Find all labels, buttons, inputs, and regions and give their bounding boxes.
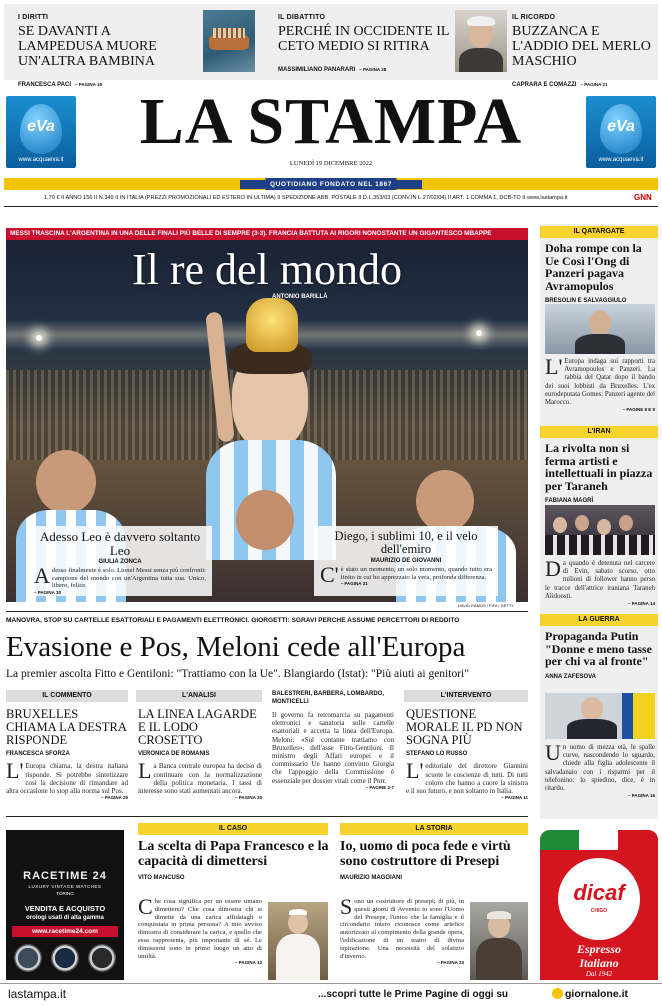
dicaf-since: Dal 1942	[585, 970, 613, 978]
teaser-headline: PERCHÉ IN OCCIDENTE IL CETO MEDIO SI RITIRA	[278, 24, 449, 54]
eva-url: www.acquaeva.it	[18, 157, 64, 163]
bottom-headline: La scelta di Papa Francesco e la capacità di dimettersi	[138, 839, 329, 869]
sidebar-body-1	[545, 354, 655, 413]
sidebar-author: BRESOLIN E SALVAGGIULO	[545, 298, 627, 305]
bottom-kicker-2: LA STORIA	[340, 823, 528, 835]
footer-left[interactable]: lastampa.it	[8, 987, 67, 1001]
column-body: Il governo fa retromarcia su pagamenti elettronici e sanatoria sulle cartelle esattoriali e accetta la linea dell'Europa. Meloni: «Sul contante trattiamo con Bruxelles», dell'asse Fitto-Gentiloni. Il ministro degli Affari europei e il commissario Ue hanno convinto Giorgia che l'appoggio della Commissione è essenziale per dossier vitali come il Pnrr.	[272, 711, 394, 785]
bottom-story-2[interactable]	[340, 840, 530, 881]
lead-left-body: Adesso finalmente è solo. Lionel Messi senza più confronti: campione del mondo con un'Argentina tutta sua. Unico, libero, felice.	[34, 563, 206, 590]
teaser-headline: SE DAVANTI A LAMPEDUSA MUORE UN'ALTRA BAMBINA	[18, 24, 157, 69]
lead-right-headline: Diego, i sublimi 10, e il velo dell'emiro	[334, 529, 478, 557]
sidebar-body-2	[545, 556, 655, 607]
column-author: BALESTRERI, BARBERA, LOMBARDO, MONTICELLI	[272, 691, 384, 705]
lead-left-headline: Adesso Leo è davvero soltanto Leo	[39, 529, 201, 558]
sidebar-body: L'Europa indaga sui rapporti tra Avramopoulos e Panzeri. La rabbia del Qatar dopo il bando dei suoi lobbisti da Bruxelles. L'ex eurodeputata Gomes: Panzeri agente del Marocco.	[545, 354, 655, 407]
column-2[interactable]	[138, 708, 262, 800]
eva-ad-left[interactable]	[6, 96, 76, 168]
column-author: VERONICA DE ROMANIS	[138, 751, 210, 758]
teaser-author: MASSIMILIANO PANARARI	[278, 67, 356, 73]
pope-francis-photo	[268, 902, 328, 980]
bottom-author: VITO MANCUSO	[138, 875, 185, 882]
teaser-2[interactable]	[278, 14, 458, 76]
lead-left-box[interactable]	[28, 526, 212, 596]
teaser-3[interactable]	[512, 14, 657, 91]
watch-icon	[88, 944, 116, 972]
sidebar-page: – PAGINA 16	[627, 793, 655, 799]
eva-url: www.acquaeva.it	[598, 157, 644, 163]
lead-author: ANTONIO BARILLÀ	[272, 294, 328, 300]
gnn-logo: GNN	[634, 193, 652, 202]
bottom-body-1	[138, 894, 262, 966]
bottom-author: MAURIZIO MAGGIANI	[340, 875, 402, 882]
column-page: – PAGINA 25	[234, 795, 262, 801]
sidebar-body: Da quando è detenuta nel carcere di Evin, sabato scorso, otto milioni di follower hanno perso le tracce dell'attrice iraniana Taraneh Alidoosti.	[545, 556, 655, 600]
dicaf-ad[interactable]	[540, 830, 658, 980]
bottom-kicker-1: IL CASO	[138, 823, 328, 835]
column-kicker-2: L'ANALISI	[136, 690, 262, 702]
teaser-page: – PAGINA 28	[359, 67, 387, 72]
column-4[interactable]	[406, 708, 528, 800]
second-kicker: MANOVRA, STOP SU CARTELLE ESATTORIALI E PAGAMENTI ELETTRONICI. GIORGETTI: SGRAVI PERCHÉ ASSUME PERCETTORI DI REDDITO	[6, 617, 460, 624]
column-body: La Banca centrale europea ha deciso di continuare con la normalizzazione della politica monetaria. I tassi di interesse sono stati aumentati ancora.	[138, 758, 262, 795]
teaser-headline: BUZZANCA E L'ADDIO DEL MERLO MASCHIO	[512, 24, 651, 69]
teaser-author: FRANCESCA PACI	[18, 82, 72, 88]
column-headline: QUESTIONE MORALE IL PD NON SOGNA PIÙ	[406, 707, 523, 748]
teaser-page: – PAGINA 21	[580, 82, 608, 87]
column-page: – PAGINA 11	[501, 795, 528, 801]
footer-right: ...scopri tutte le Prime Pagine di oggi su	[318, 989, 509, 1000]
column-body: L'editoriale del direttore Giannini scuote le coscienze di tutti. Di tutti coloro che hanno a cuore la sinistra e il suo futuro, e non soltanto in Italia.	[406, 758, 528, 795]
sidebar-author: FABIANA MAGRÌ	[545, 498, 594, 505]
racetime-ad[interactable]	[6, 830, 124, 980]
sidebar-kicker-2: L'IRAN	[540, 426, 658, 438]
lead-right-box[interactable]	[314, 526, 498, 596]
teaser-kicker: I DIRITTI	[18, 14, 49, 21]
sidebar-headline: Doha rompe con la Ue Così l'Ong di Panzeri pagava Avramopulos	[545, 241, 642, 293]
racetime-logo: RACETIME 24	[23, 870, 107, 882]
issue-date: LUNEDÌ 19 DICEMBRE 2022	[289, 160, 373, 167]
masthead-title[interactable]: LA STAMPA	[139, 85, 523, 158]
bottom-rule	[6, 816, 528, 817]
racetime-city: TORINO	[56, 891, 74, 896]
teaser-author: CAPRARA E COMAZZI	[512, 82, 577, 88]
column-page: – PAGINA 25	[100, 795, 128, 801]
bottom-story-1[interactable]	[138, 840, 333, 881]
eva-ad-right[interactable]	[586, 96, 656, 168]
racetime-line2: orologi usati di alta gamma	[26, 915, 104, 921]
bottom-body: Che cosa significa per un essere umano dimettersi? Che cosa dimostra chi si dimette da una carica affidatagli o conquistata in prima persona? A mio avviso dimostra di considerare la carica, e quello che essa rappresenta, più importante di sé. Le dimissioni sono in primo luogo un atto di umiltà.	[138, 894, 262, 960]
lead-headline[interactable]: Il re del mondo	[131, 245, 403, 294]
photo-credit: DAVID RAMOS / FIFA / GETTY	[458, 603, 514, 608]
lead-right-body: C'è stato un momento, un solo momento, quando tutto era finito in cui ho apprezzato la vera, profonda differenza.	[320, 562, 492, 588]
column-author: FRANCESCA SFORZA	[6, 751, 70, 758]
maggiani-photo	[470, 902, 528, 980]
avramopoulos-photo	[545, 304, 655, 354]
protest-photo	[545, 505, 655, 555]
sidebar-author: ANNA ZAFESOVA	[545, 673, 596, 680]
sidebar-story-3[interactable]	[545, 630, 655, 680]
watch-icon	[14, 944, 42, 972]
migrant-boat-photo	[203, 10, 255, 72]
issue-info: 1,70 € II ANNO 156 II N.349 II IN ITALIA (PREZZI PROMOZIONALI ED ESTERO IN ULTIMA) II SPEDIZIONE ABB. POSTALE II D.L.353/03 (CONV.IN L.27/02/04) II ART. 1 COMMA 1, DCB-TO II www.lastampa.it	[44, 195, 568, 201]
second-headline[interactable]: Evasione e Pos, Meloni cede all'Europa	[6, 631, 466, 663]
footer-rule	[0, 983, 662, 984]
dicaf-logo: dicaf	[573, 880, 625, 905]
eva-logo: eVa	[27, 118, 55, 135]
masthead-rule	[4, 206, 658, 207]
teaser-1[interactable]	[18, 14, 198, 91]
sidebar-body-3	[545, 740, 655, 799]
sidebar-story-1[interactable]	[545, 242, 655, 304]
racetime-url: www.racetime24.com	[12, 926, 118, 937]
footer-brand[interactable]: giornalone.it	[565, 988, 628, 1000]
giornalone-icon	[552, 988, 563, 999]
racetime-line1: VENDITA E ACQUISTO	[24, 904, 106, 913]
sidebar-page: – PAGINE 8 E 9	[622, 407, 655, 413]
lead-right-author: MAURIZIO DE GIOVANNI	[370, 558, 442, 565]
column-headline: LA LINEA LAGARDE E IL LODO CROSETTO	[138, 707, 257, 748]
lead-banner: MESSI TRASCINA L'ARGENTINA IN UNA DELLE FINALI PIÙ BELLE DI SEMPRE (3-3). FRANCIA BATTUTA AI RIGORI NONOSTANTE UN GIGANTESCO MBAPPE	[6, 228, 528, 240]
sidebar-kicker-3: LA GUERRA	[540, 614, 658, 626]
sidebar-headline: Propaganda Putin "Donne e meno tasse per chi va al fronte"	[545, 629, 652, 669]
lead-left-author: GIULIA ZONCA	[98, 559, 142, 566]
dicaf-line1: Espresso	[576, 942, 621, 956]
dicaf-line2: Italiano	[579, 956, 619, 970]
bottom-page: – PAGINA 13	[234, 960, 262, 966]
bottom-body: Sono un costruttore di presepi; di più, in questi giorni di Avvento io sono l'Uomo del Presepe, l'unico che la famiglia e il circondario intero riconosce come artefice autorizzato al compimento della grande opera, l'edificazione di un teatro di divina ispirazione. Una necessità del solstizio d'inverno.	[340, 894, 464, 960]
putin-photo	[545, 693, 655, 739]
lead-right-page: – PAGINA 31	[340, 581, 368, 587]
teaser-kicker: IL RICORDO	[512, 14, 556, 21]
bottom-headline: Io, uomo di poca fede e virtù sono costruttore di Presepi	[340, 839, 511, 869]
sidebar-kicker-1: IL QATARGATE	[540, 226, 658, 238]
sidebar-page: – PAGINA 14	[627, 601, 655, 607]
sidebar-body: Un uomo di mezza età, le spalle curve, nascondendo lo sguardo, chiede alla figlia adolescente il salvadanaio con i risparmi per il telefonino: lo spiedino, dice, è in ritardo.	[545, 740, 655, 793]
second-rule	[6, 611, 528, 612]
dicaf-small: CHIGO	[590, 908, 608, 914]
watch-icon	[51, 944, 79, 972]
founded-label: QUOTIDIANO FONDATO NEL 1867	[240, 180, 422, 189]
buzzanca-photo	[455, 10, 507, 72]
racetime-sub: LUXURY VINTAGE WATCHES	[28, 884, 102, 889]
bottom-page: – PAGINA 23	[436, 960, 464, 966]
bottom-body-2	[340, 894, 464, 966]
sidebar-headline: La rivolta non si ferma artisti e intellettuali in piazza per Taraneh	[545, 441, 653, 493]
teaser-kicker: IL DIBATTITO	[278, 14, 326, 21]
column-kicker-1: IL COMMENTO	[6, 690, 128, 702]
lead-left-page: – PAGINA 30	[34, 590, 62, 596]
eva-logo: eVa	[607, 118, 635, 135]
column-author: STEFANO LO RUSSO	[406, 751, 468, 758]
column-3[interactable]	[272, 690, 394, 790]
column-kicker-4: L'INTERVENTO	[404, 690, 528, 702]
column-headline: BRUXELLES CHIAMA LA DESTRA RISPONDE	[6, 707, 127, 748]
sidebar-story-2[interactable]	[545, 442, 655, 504]
column-page: – PAGINE 2-7	[365, 784, 394, 790]
second-subhead: La premier ascolta Fitto e Gentiloni: "Trattiamo con la Ue". Blangiardo (Istat): "Più aiuti ai genitori"	[6, 668, 469, 680]
column-1[interactable]	[6, 708, 128, 800]
teaser-page: – PAGINA 19	[75, 82, 103, 87]
column-body: L'Europa chiama, la destra italiana risponde. Si potrebbe sintetizzare così la decisione di rimandare ad altra occasione lo stop alla norma sul Pos.	[6, 758, 128, 795]
